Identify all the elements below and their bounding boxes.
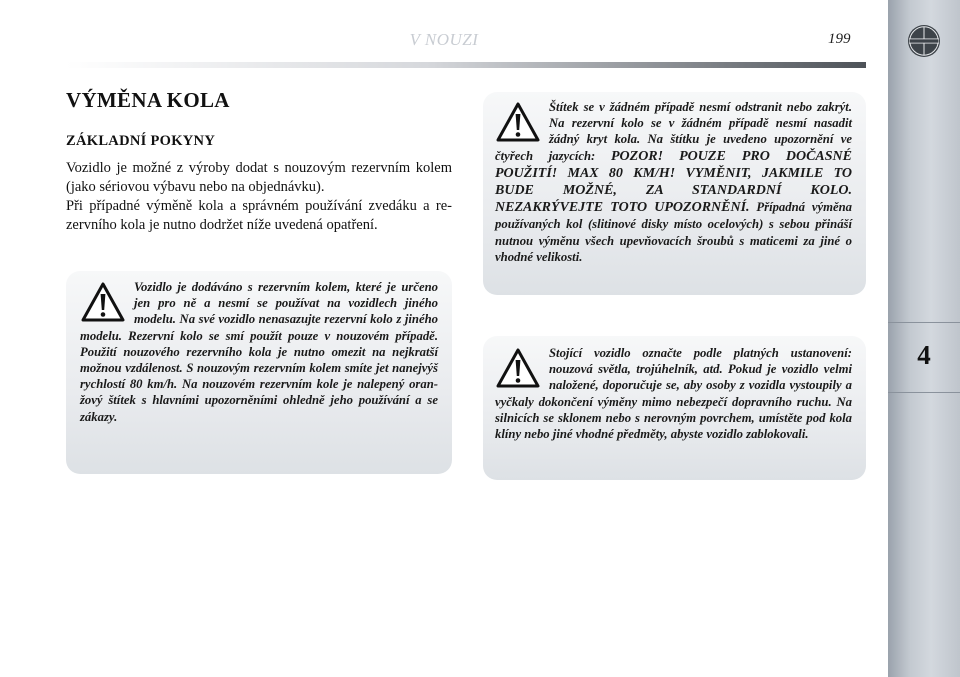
warning-triangle-icon [495, 347, 541, 389]
intro-paragraph: Vozidlo je možné z výroby dodat s nouzovým rezervním kolem (jako sériovou výbavu nebo na objednávku). [66, 160, 452, 195]
warning-text: Vozidlo je dodáváno s rezervním kolem, které je určeno jen pro ně a nesmí se používat na vozidlech jiného modelu. Na své vozidlo nenasazujte rezervní kolo z jiného modelu. Rezervní kolo se smí použít pouze v nouzovém případě. Použití nouzového rezervního kola je nutno omezit na nejkratší možnou vzdálenost. S nouzovým rezervním kolem smíte jet nanejvýš rychlostí 80 km/h. Na nouzovém rezervním kole je nalepený oranžový štítek s hlavními upozorněními ohledně jeho používání a se zákazy. [80, 280, 438, 424]
warning-box-spare-wheel [66, 271, 452, 474]
warning-box-stopped-vehicle [483, 336, 866, 480]
warning-triangle-icon [80, 281, 126, 323]
warning-text: Štítek se v žádném případě nesmí odstranit nebo zakrýt. Na rezervní kolo se v žádném případě nesmí nasadit žádný kryt kola. Na štítku je uvedeno upozornění ve čtyřech jazycích: [495, 100, 852, 163]
warning-text: Stojící vozidlo označte podle platných ustanovení: nouzová světla, trojúhelník, atd. Pokud je vozidlo velmi naložené, doporučuje se, aby osoby z vozidla vystoupily a vyčkaly dokončení výměny mimo nebezpečí dopravního ruchu. Na silnicích se sklonem nebo s nerovným povrchem, umístěte pod kola klíny nebo jiné vhodné předměty, abyste vozidlo zablokovali. [495, 346, 852, 442]
header-rule [66, 62, 866, 68]
section-subtitle: ZÁKLADNÍ POKYNY [66, 133, 216, 149]
brand-logo-icon [906, 23, 942, 59]
chapter-side-tab [888, 0, 960, 677]
warning-emphasis: POZOR! POUZE PRO DOČASNÉ POUŽITÍ! MAX 80 KM/H! VYMĚNIT, JAKMILE TO BUDE MOŽNÉ, ZA STANDARDNÍ KOLO. NEZAKRÝVEJTE TOTO UPOZORNĚNÍ. [495, 148, 853, 216]
chapter-number: 4 [917, 340, 931, 370]
warning-box-label [483, 92, 866, 295]
section-title: VÝMĚNA KOLA [66, 88, 230, 112]
warning-triangle-icon [495, 101, 541, 143]
warning-text-after: Případná výměna používaných kol (slitinové disky místo ocelových) s sebou přináší nutnou výměnu všech upevňovacích šroubů s maticemi za jiné o vhodné velikosti. [495, 200, 853, 264]
chapter-divider-bottom [888, 392, 960, 393]
intro-text [66, 159, 452, 235]
intro-paragraph: Při případné výměně kola a správném používání zvedáku a rezervního kola je nutno dodržet níže uvedená opatření. [66, 198, 452, 233]
chapter-divider-top [888, 322, 960, 323]
running-header-title: V NOUZI [409, 30, 479, 49]
page-number: 199 [828, 31, 851, 47]
